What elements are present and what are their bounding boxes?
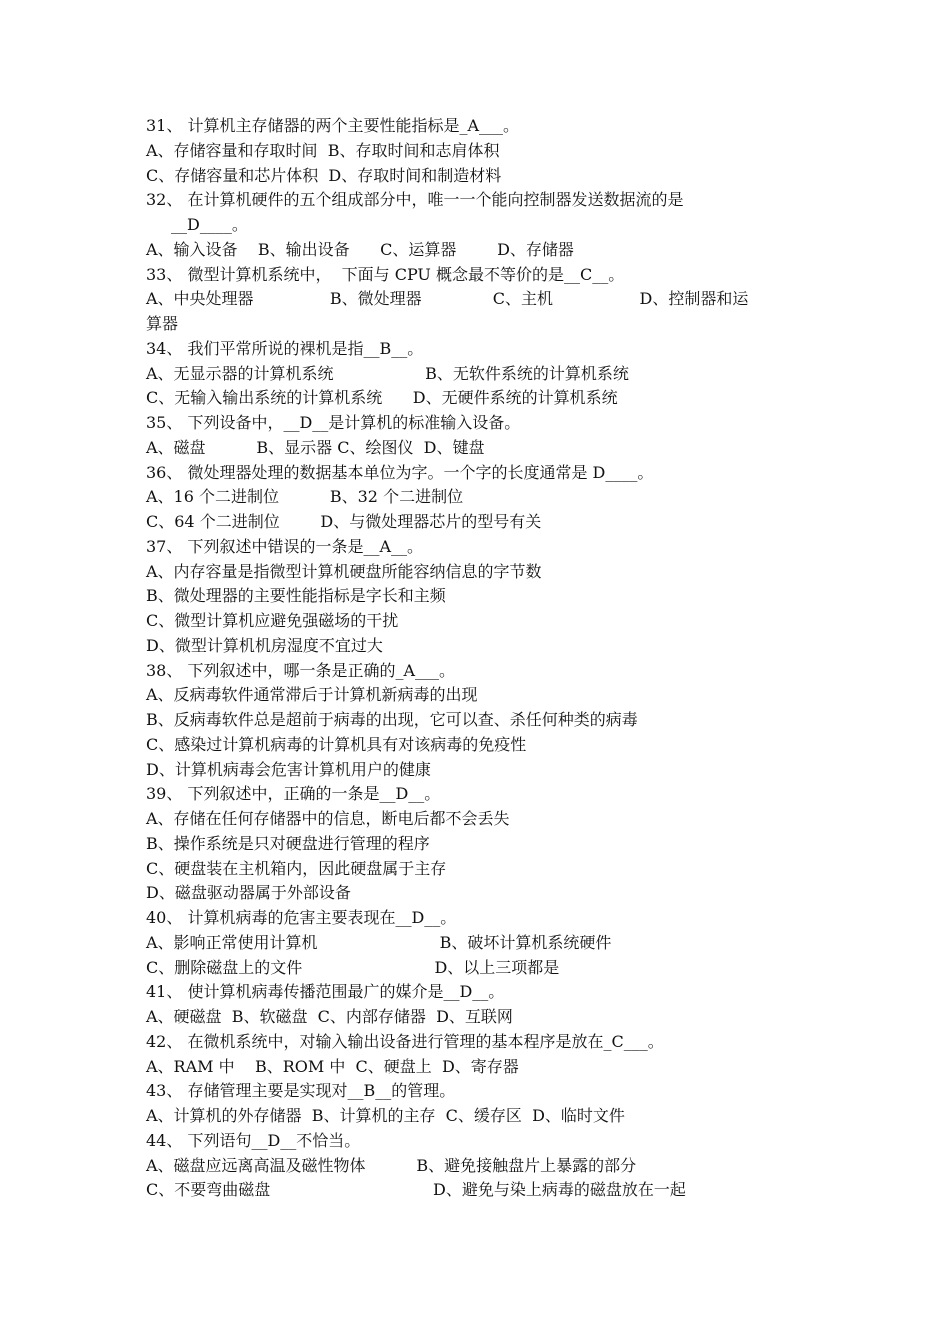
text-line: D、磁盘驱动器属于外部设备 [146, 883, 351, 903]
text-line: __D____。 [171, 215, 248, 234]
text-line: A、硬磁盘 B、软磁盘 C、内部存储器 D、互联网 [146, 1007, 513, 1026]
text-line: 31、 计算机主存储器的两个主要性能指标是_A___。 [146, 116, 520, 135]
text-line: 算器 [146, 314, 179, 333]
text-line: B、操作系统是只对硬盘进行管理的程序 [146, 833, 430, 853]
text-line: C、微型计算机应避免强磁场的干扰 [146, 611, 399, 630]
text-line: 41、 使计算机病毒传播范围最广的媒介是__D__。 [146, 982, 505, 1002]
text-line: A、无显示器的计算机系统 B、无软件系统的计算机系统 [146, 363, 629, 383]
text-line: A、RAM 中 B、ROM 中 C、硬盘上 D、寄存器 [146, 1056, 519, 1076]
text-line: 34、 我们平常所说的裸机是指__B__。 [146, 338, 424, 358]
text-line: A、16 个二进制位 B、32 个二进制位 [146, 487, 464, 507]
text-line: 43、 存储管理主要是实现对__B__的管理。 [146, 1081, 456, 1101]
text-line: A、存储容量和存取时间 B、存取时间和志肩体积 [146, 140, 500, 160]
text-line: 35、 下列设备中，__D__是计算机的标准输入设备。 [146, 413, 521, 432]
text-line: C、64 个二进制位 D、与微处理器芯片的型号有关 [146, 512, 542, 531]
text-line: C、删除磁盘上的文件 D、以上三项都是 [146, 957, 560, 977]
text-line: 33、 微型计算机系统中， 下面与 CPU 概念最不等价的是__C__。 [146, 264, 625, 284]
text-line: A、磁盘应远离高温及磁性物体 B、避免接触盘片上暴露的部分 [146, 1155, 637, 1175]
text-line: C、无输入输出系统的计算机系统 D、无硬件系统的计算机系统 [146, 388, 618, 408]
text-line: 40、 计算机病毒的危害主要表现在__D__。 [146, 908, 457, 927]
text-line: A、影响正常使用计算机 B、破坏计算机系统硬件 [146, 932, 612, 952]
text-line: A、存储在任何存储器中的信息，断电后都不会丢失 [146, 809, 510, 828]
text-line: A、内存容量是指微型计算机硬盘所能容纳信息的字节数 [146, 561, 542, 581]
text-line: C、感染过计算机病毒的计算机具有对该病毒的免疫性 [146, 734, 527, 754]
text-line: D、微型计算机机房湿度不宜过大 [146, 635, 383, 655]
text-line: 37、 下列叙述中错误的一条是__A__。 [146, 536, 424, 556]
text-line: 44、 下列语句__D__不恰当。 [146, 1130, 361, 1150]
text-line: B、微处理器的主要性能指标是字长和主频 [146, 586, 446, 606]
text-line: C、不要弯曲磁盘 D、避免与染上病毒的磁盘放在一起 [146, 1180, 686, 1200]
text-line: C、硬盘装在主机箱内，因此硬盘属于主存 [146, 858, 447, 878]
text-line: A、中央处理器 B、微处理器 C、主机 D、控制器和运 [146, 289, 749, 309]
text-line: D、计算机病毒会危害计算机用户的健康 [146, 759, 431, 779]
text-line: A、输入设备 B、输出设备 C、运算器 D、存储器 [146, 239, 574, 259]
text-line: B、反病毒软件总是超前于病毒的出现，它可以查、杀任何种类的病毒 [146, 710, 638, 729]
text-line: 32、 在计算机硬件的五个组成部分中，唯一一个能向控制器发送数据流的是 [146, 190, 684, 210]
text-line: C、存储容量和芯片体积 D、存取时间和制造材料 [146, 165, 502, 185]
text-line: A、计算机的外存储器 B、计算机的主存 C、缓存区 D、临时文件 [146, 1106, 625, 1125]
text-line: 38、 下列叙述中，哪一条是正确的_A___。 [146, 660, 456, 680]
text-line: A、磁盘 B、显示器 C、绘图仪 D、键盘 [146, 437, 485, 457]
text-line: 36、 微处理器处理的数据基本单位为字。一个字的长度通常是 D____。 [146, 462, 654, 482]
text-line: 42、 在微机系统中，对输入输出设备进行管理的基本程序是放在_C___。 [146, 1031, 664, 1051]
text-line: 39、 下列叙述中，正确的一条是__D__。 [146, 784, 441, 804]
question-list [146, 114, 810, 1203]
text-line: A、反病毒软件通常滞后于计算机新病毒的出现 [146, 685, 478, 705]
